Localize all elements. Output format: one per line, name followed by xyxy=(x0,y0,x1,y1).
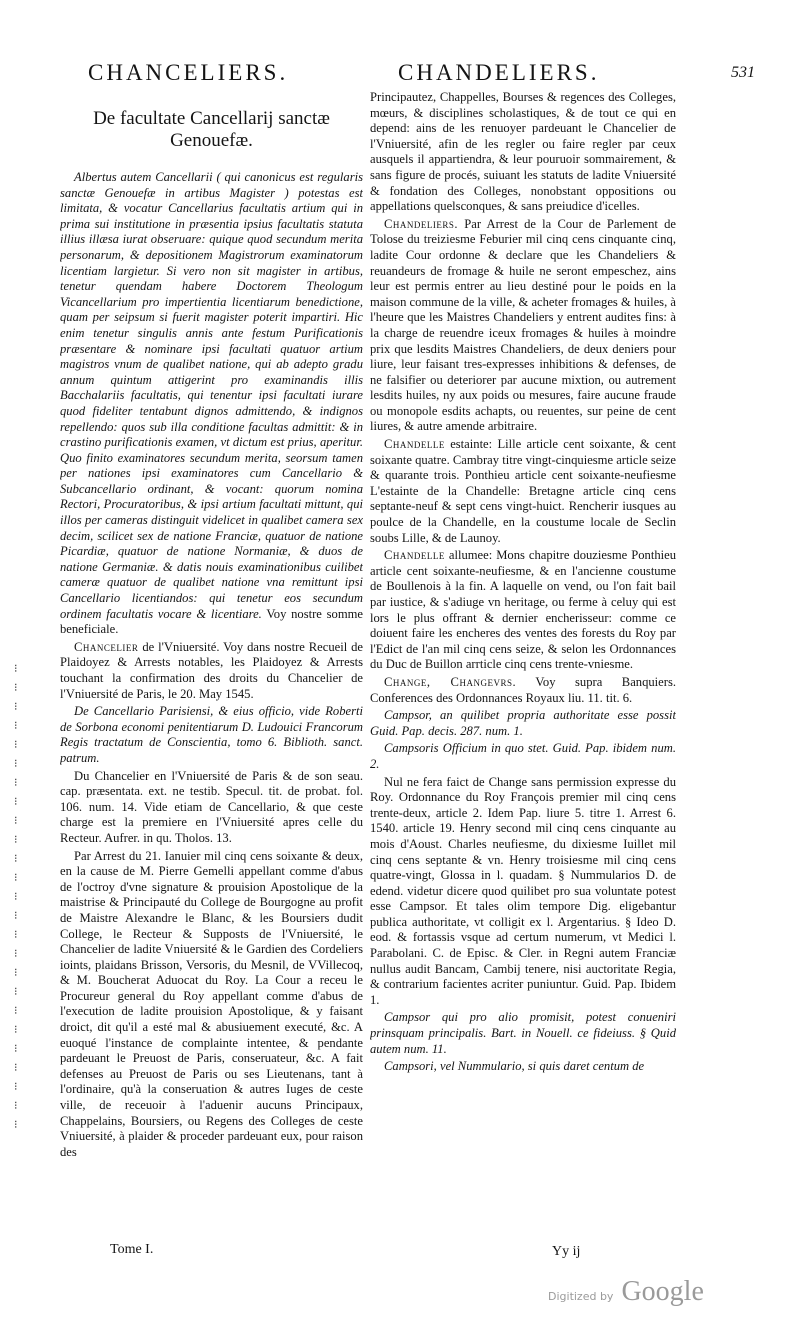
section-title: De facultate Cancellarij sanctæ Genouefæ. xyxy=(93,108,330,151)
paragraph-parisiensi: De Cancellario Parisiensi, & eius officio, vide Roberti de Sorbona economi penitentiarum D. Ludouici Francorum Regis tractatum de Conscientia, tomo 6. Biblioth. sanct. patrum. xyxy=(60,704,363,765)
paragraph-chancelier: Du Chancelier en l'Vniuersité de Paris & de son seau. cap. præsentata. ext. ne testib. Specul. tit. de probat. fol. 106. num. 14. Vide etiam de Cancellario, & que ceste charge est la premiere en l'Vniuersité apres celle du Recteur. Aufrer. in qu. Tholos. 13. xyxy=(60,768,363,845)
entry-head: Chandelle xyxy=(384,548,445,563)
margin-marks: ⁝ ⁝ ⁝ ⁝ ⁝ ⁝ ⁝ ⁝ ⁝ ⁝ ⁝ ⁝ ⁝ ⁝ ⁝ ⁝ ⁝ ⁝ ⁝ ⁝ ⁝ ⁝ ⁝ ⁝ ⁝ xyxy=(14,663,18,1131)
entry-head: Chancelier xyxy=(74,639,139,654)
paragraph-arrest: Par Arrest du 21. Ianuier mil cinq cens soixante & deux, en la cause de M. Pierre Gemelli appellant comme d'abus de l'octroy d'vne signature & prouision Apostolique de la maistrise & Principauté du College de Bourgogne au profit de Maistre Alexandre le Blanc, & les Boursiers dudit College, le Recteur & Supposts de l'Vniuersité, le Chancelier de ladite Vniuersité & le Gardien des Cordeliers ioints, plaidans Brisson, Versoris, du Mesnil, de VVillecoq, & M. Boucherat Aduocat du Roy. La Cour a receu le Procureur general du Roy appellant comme d'abus de l'execution de ladite prouision Apostolique, & y faisant droict, dit qu'il a esté mal & abusiuement executé, &c. A euoqué l'instance de complainte intentee, & pendante pardeuant le Preuost de Paris, conseruateur, &c. A fait defenses au Preuost de Paris ou ses Lieutenans, tant à l'ordinaire, qu'à la conseruation & autres Iuges de ceste ville, de receuoir à l'aduenir aucuns Principaux, Chappelains, Boursiers, ou Regens des Colleges de ceste Vniuersité, à plaider & proceder pardeuant eux, pour raison des xyxy=(60,848,363,1159)
paragraph-continuation: Principautez, Chappelles, Bourses & regences des Colleges, mœurs, & disciplines scholastiques, & de tout ce qui en depend: ains de les renuoyer pardeuant le Chancelier de l'Vniuersité, afin de les regler ou faire regler par ceux ausquels il appartiendra, & leur pouruoir sommairement, & sans figure de procés, suiuant les statuts de ladite Vniuersité & fondation des Colleges, nonobstant oppositions ou appellations quelsconques, & sans preiudice d'icelles. xyxy=(370,90,676,214)
page-number: 531 xyxy=(731,64,755,81)
google-watermark xyxy=(548,1276,704,1308)
entry-text: Par Arrest de la Cour de Parlement de Tolose du treiziesme Feburier mil cinq cens cinquante cinq, ladite Cour ordonne & declare que les Chandeliers & reuandeurs de fromage & huile ne seront empeschez, ains leur est permis entrer au lieu destiné pour le poids en la maison commune de la ville, & acheter fromages & huiles, à l'heure que les Maistres Chandeliers y entrent audites fins: à la charge de reuendre iceux fromages & huiles à moindre prix que lesdits Maistres Chandeliers, de deux deniers pour liure, leur faisant tres-expresses inhibitions & defenses, de ne falsifier ou deteriorer par aucune mixtion, ou autrement lesdits huiles, ny aux poids ou mesures, faire aucune fraude ou monopole esdits achapts, ou reuentes, sur peine de cent liures, & autre amende arbitraire. xyxy=(370,216,676,434)
entry-text: Voy supra Banquiers. Conferences des Ordonnances Royaux liu. 11. tit. 6. xyxy=(370,674,676,705)
paragraph-nul: Nul ne fera faict de Change sans permission expresse du Roy. Ordonnance du Roy François premier mil cinq cens trente-deux, article 2. Idem Pap. liure 5. titre 1. Arrest 6. 1540. article 19. Henry second mil cinq cens cinquante au mois d'Aoust. Charles neufiesme, du dixiesme Iuillet mil cinq cens septante & vn. Henry troisiesme mil cinq cens quatre-vingt, Glossa in l. quadam. § Nummularios D. de edend. videtur dicere quod quilibet pro sua voluntate potest esse Campsor. Et tales olim tempore Dig. eligebantur publica authoritate, vt colligit ex l. Argentarius. § Ideo D. eod. & fortassis vsque ad certum numerum, vt Medici l. Parabolani. C. de Episc. & Cler. in Regni autem Franciæ nullus audit Bancam, Cambij tenere, nisi auctoritate Regia, & contrarium facientes acriter puniuntur. Guid. Pap. Ibidem 1. xyxy=(370,774,676,1007)
footer-signature: Yy ij xyxy=(552,1244,581,1259)
watermark-prefix: Digitized by xyxy=(548,1290,614,1303)
entry-text: allumee: Mons chapitre douziesme Ponthieu article cent soixante-neufiesme, & en l'ancienne coustume de Boullenois à la fin. A laquelle on vend, ou l'on fait bail par iustice, & s'adiuge vn heritage, ou ferme à celuy qui est lors le plus offrant & dernier encherisseur: comme ce doiuent faire les encheres des ventes des forests du Roy par l'Edict de l'an mil cinq cens seize, & selon les Ordonnances du Duc de Buillon arrticle cinq cens trente-vniesme. xyxy=(370,548,676,672)
right-column xyxy=(370,90,676,1077)
entry-head: Change, Changevrs. xyxy=(384,674,517,689)
entry-head: Chandeliers. xyxy=(384,216,459,231)
left-column xyxy=(60,108,363,1162)
paragraph-campsor-1: Campsor, an quilibet propria authoritate esse possit Guid. Pap. decis. 287. num. 1. xyxy=(370,708,676,738)
entry-text: estainte: Lille article cent soixante, & cent soixante quatre. Cambray titre vingt-cinquiesme article seize & quarante trois. Ponthieu article cent soixante-neufiesme L'estainte de la Chandelle: Bretagne article cinq cens septante-neuf & sept cens vingt-huict. Rencherir iusques au poulce de la Chandelle, en la coustume locale de Seclin soubs Lille, & de Launoy. xyxy=(370,437,676,545)
entry-head: Chandelle xyxy=(384,437,445,452)
paragraph-change xyxy=(370,675,676,706)
paragraph-albertus xyxy=(60,170,363,638)
paragraph-chandeliers xyxy=(370,217,676,435)
running-head-left: CHANCELIERS. xyxy=(88,60,289,85)
paragraph-vniuersite xyxy=(60,640,363,702)
paragraph-albertus-tail: Voy nostre somme beneficiale. xyxy=(60,606,363,637)
entry-text: de l'Vniuersité. Voy dans nostre Recueil de Plaidoyez & Arrests notables, les Plaidoyez & Arrests touchant la confirmation des droits du Chancelier de l'Vniuersité de Paris, le 20. May 1545. xyxy=(60,639,363,701)
paragraph-campsor-4: Campsori, vel Nummulario, si quis daret centum de xyxy=(384,1059,645,1074)
paragraph-chandelle-estainte xyxy=(370,437,676,546)
google-logo: Google xyxy=(621,1276,704,1307)
paragraph-campsor-3: Campsor qui pro alio promisit, potest conueniri prinsquam principalis. Bart. in Nouell. ce fideiuss. § Quid autem num. 11. xyxy=(370,1010,676,1056)
footer-tome: Tome I. xyxy=(110,1242,154,1257)
paragraph-albertus-text: Albertus autem Cancellarii ( qui canonicus est regularis sanctæ Genouefæ in artibus Magister ) potestas est limitata, & vocatur Cancellarius facultatis artium qui in prima sui institutione in præsentia ipsius facultatis statuta illius illæsa iurat obseruare: quique quod secundum merita personarum, & depositionem Magistrorum examinatorum licentiam largietur. Si vero non sit magister in artibus, tenetur quendam habere Doctorem Theologum Vicancellarium pro impertientia licentiarum benedictione, quam per seipsum si fuerit magister poterit impartiri. Hic enim tenetur singulis annis ante festum Purificationis præsentare & nominare ipsi facultati quatuor artium magistros vnum de qualibet natione, qui ab adepto gradu annum quintum attigerint pro examinandis illis Bacchalariis facultatis, qui tenentur ipsi facultati iurare quod fideliter tentabunt dignos admittendo, & indignos repellendo: quos sub illa conditione facultas admittit: & in crastino purificationis examen, vt dictum est prius, aperitur. Quo finito examinatores secundum merita, seorsum tamen per nationes ipsi examinatores cum Cancellario & Subcancellario ordinant, & vocant: quorum nomina Rectori, Procuratoribus, & ipsi artium facultati mittunt, qui illos per cameras distinguit videlicet in qualibet camera sex decim, scilicet sex de natione Franciæ, quatuor de natione Picardiæ, quatuor de natione Normaniæ, & duos de natione Germaniæ. & datis nouis examinationibus cuilibet cameræ quatuor de qualibet natione vna remittunt ipsi Cancellario licentiandos: qui tenetur eos secundum ordinem facultatis vocare & licentiare. xyxy=(60,170,363,621)
paragraph-campsor-2: Campsoris Officium in quo stet. Guid. Pap. ibidem num. 2. xyxy=(370,741,676,771)
running-head-right: CHANDELIERS. xyxy=(398,60,600,85)
paragraph-chandelle-allumee xyxy=(370,548,676,673)
